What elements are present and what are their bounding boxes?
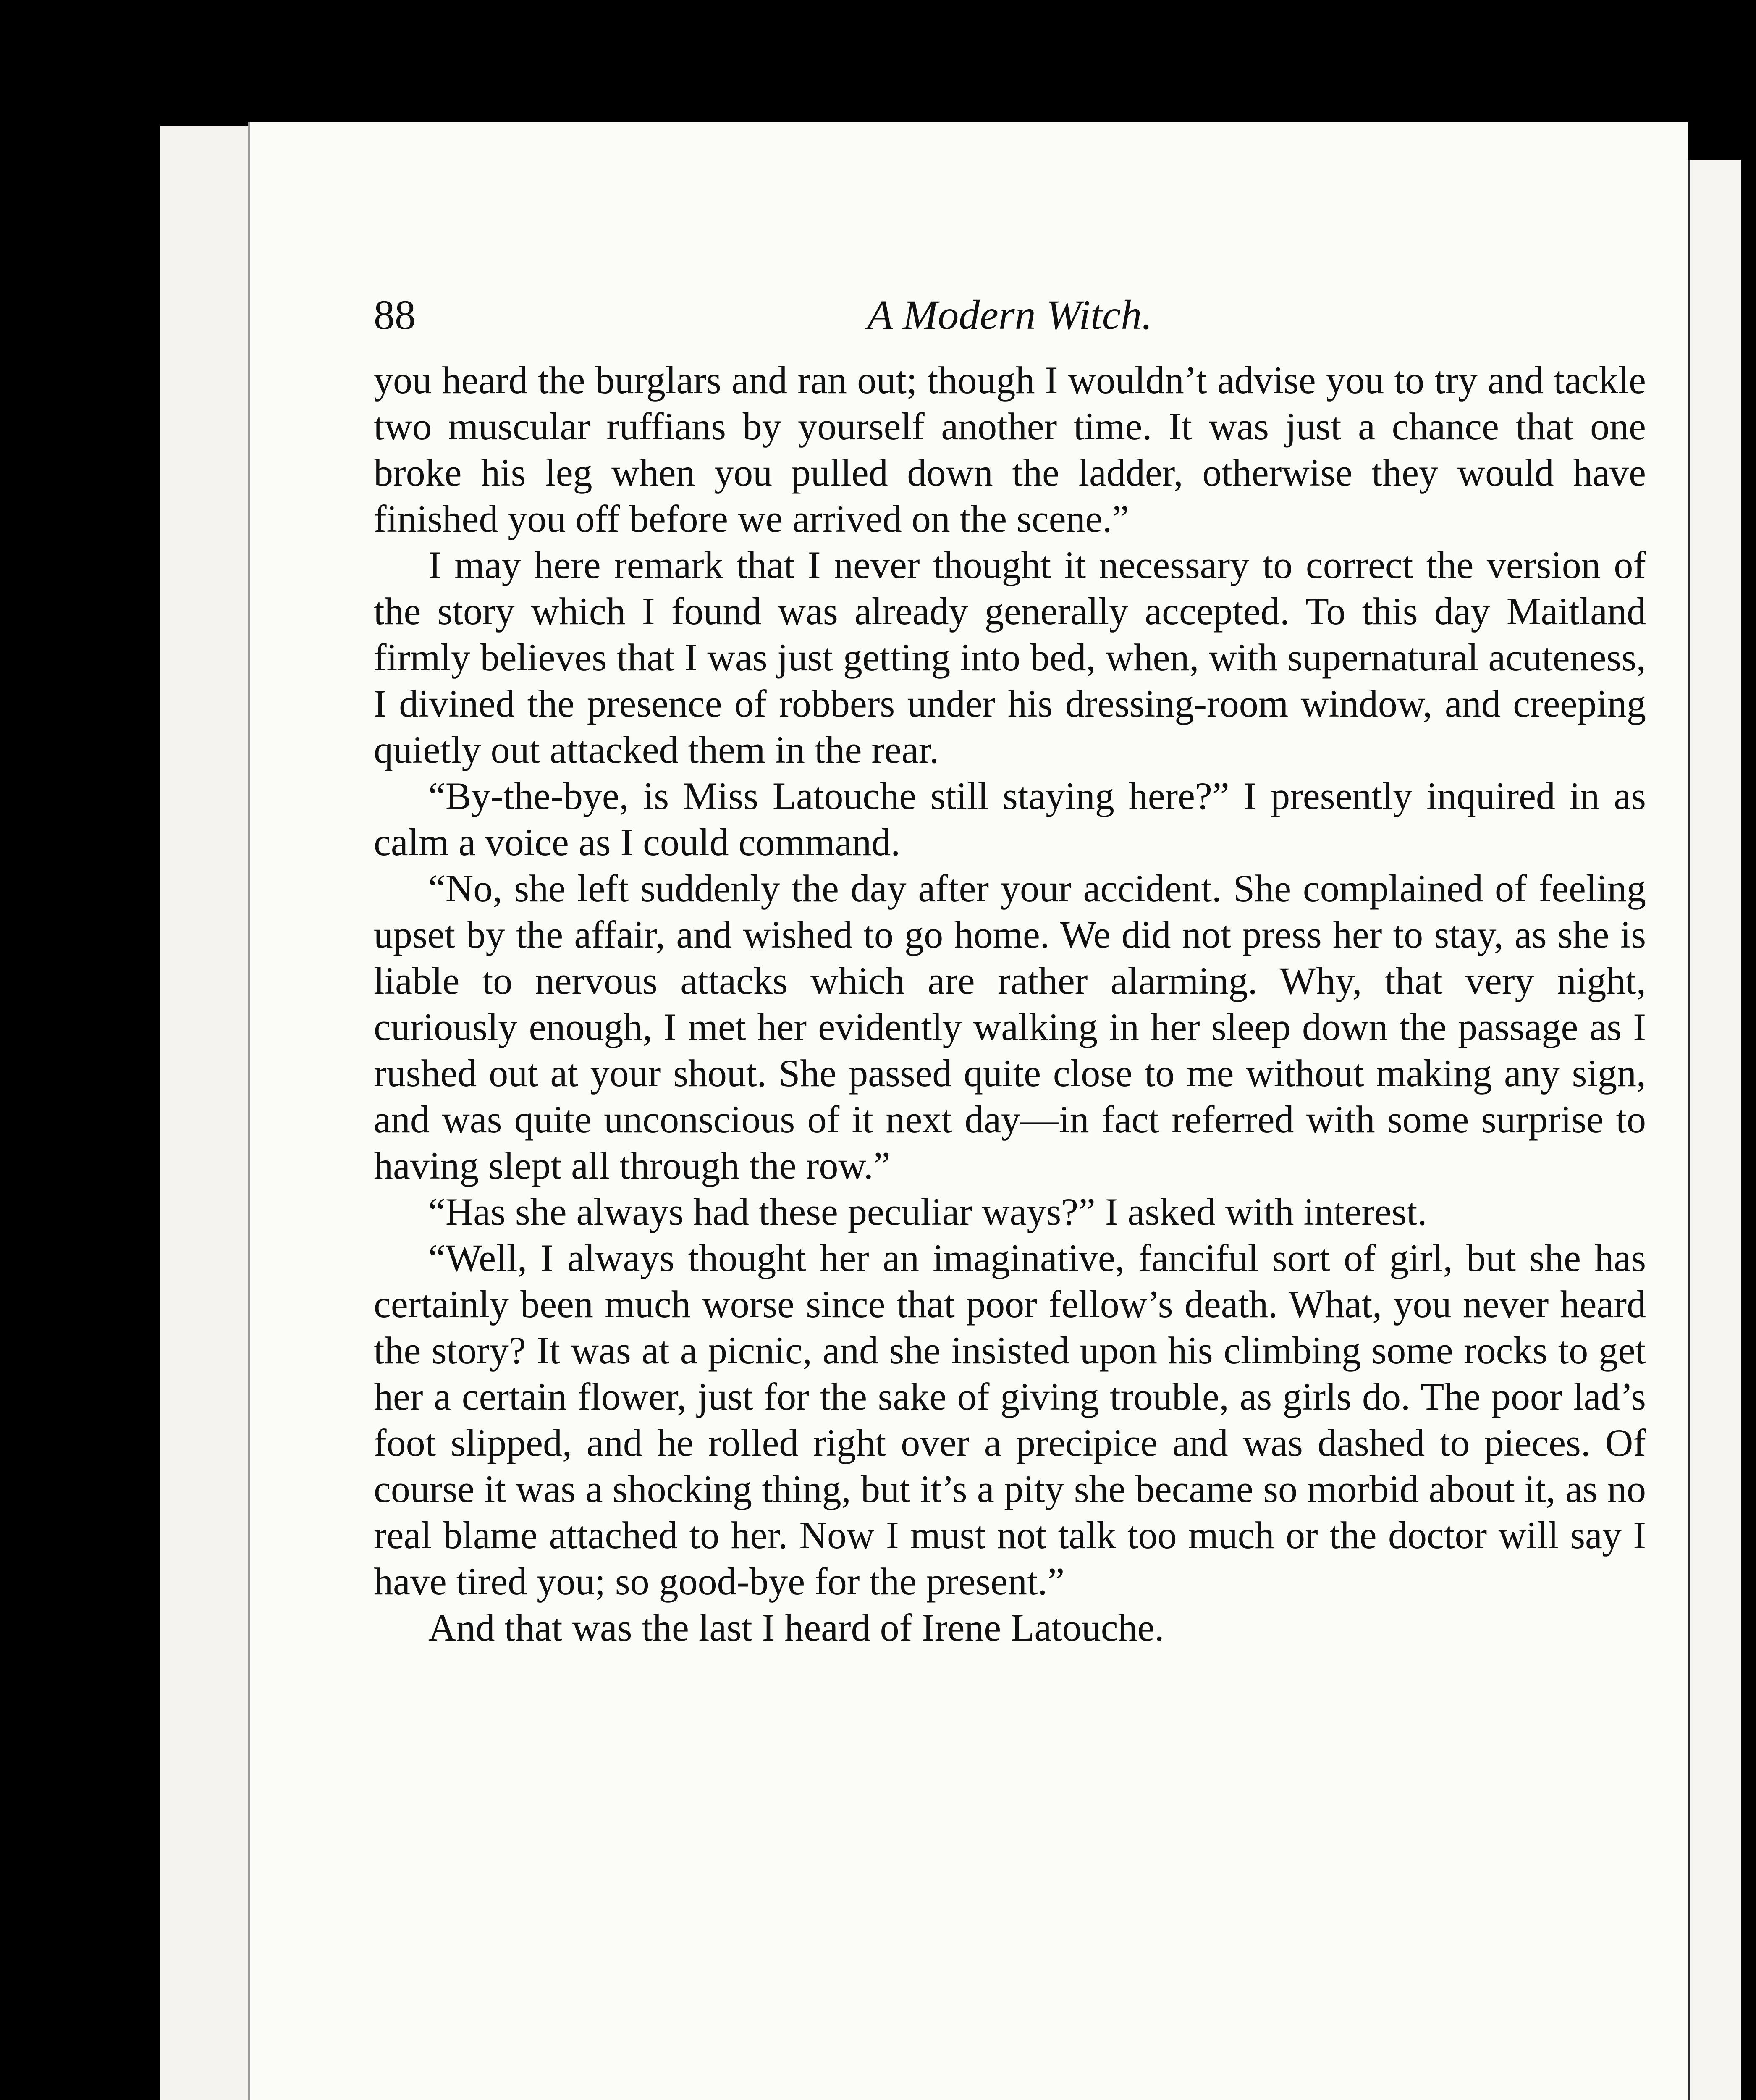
paragraph: you heard the burglars and ran out; though I wouldn’t advise you to try and tackle two muscular ruffians by yourself another time. It was just a chance that one broke his leg when you pulled down the ladder, otherwise they would have finished you off before we arrived on the scene.” — [374, 359, 1646, 540]
paragraph: “No, she left suddenly the day after your accident. She complained of feeling upset by the affair, and wished to go home. We did not press her to stay, as she is liable to nervous attacks which are rather alarming. Why, that very night, curiously enough, I met her evidently walking in her sleep down the passage as I rushed out at your shout. She passed quite close to me without making any sign, and was quite unconscious of it next day—in fact referred with some surprise to having slept all through the row.” — [374, 867, 1646, 1187]
page-edge — [210, 126, 237, 2100]
page-edge — [185, 126, 212, 2100]
paragraph: I may here remark that I never thought it necessary to correct the version of the story which I found was already generally accepted. To this day Maitland firmly believes that I was just getting into bed, when, with supernatural acuteness, I divined the presence of robbers under his dressing-room window, and creeping quietly out attacked them in the rear. — [374, 543, 1646, 771]
body-text — [374, 357, 1646, 1651]
page-edge — [235, 126, 249, 2100]
page-edge — [160, 126, 186, 2100]
facing-page-edge — [1688, 160, 1741, 2100]
paragraph: And that was the last I heard of Irene Latouche. — [428, 1606, 1164, 1649]
running-head — [374, 281, 1646, 349]
paragraph: “Well, I always thought her an imaginative, fanciful sort of girl, but she has certainly been much worse since that poor fellow’s death. What, you never heard the story? It was at a picnic, and she insisted upon his climbing some rocks to get her a certain flower, just for the sake of giving trouble, as girls do. The poor lad’s foot slipped, and he rolled right over a precipice and was dashed to pieces. Of course it was a shocking thing, but it’s a pity she became so morbid about it, as no real blame attached to her. Now I must not talk too much or the doctor will say I have tired you; so good-bye for the present.” — [374, 1236, 1646, 1603]
paragraph: “By-the-bye, is Miss Latouche still staying here?” I presently inquired in as calm a voice as I could command. — [374, 774, 1646, 864]
paragraph: “Has she always had these peculiar ways?” I asked with interest. — [428, 1190, 1427, 1233]
book-page — [248, 122, 1688, 2100]
running-title: A Modern Witch. — [867, 291, 1153, 338]
page-number: 88 — [374, 291, 416, 338]
